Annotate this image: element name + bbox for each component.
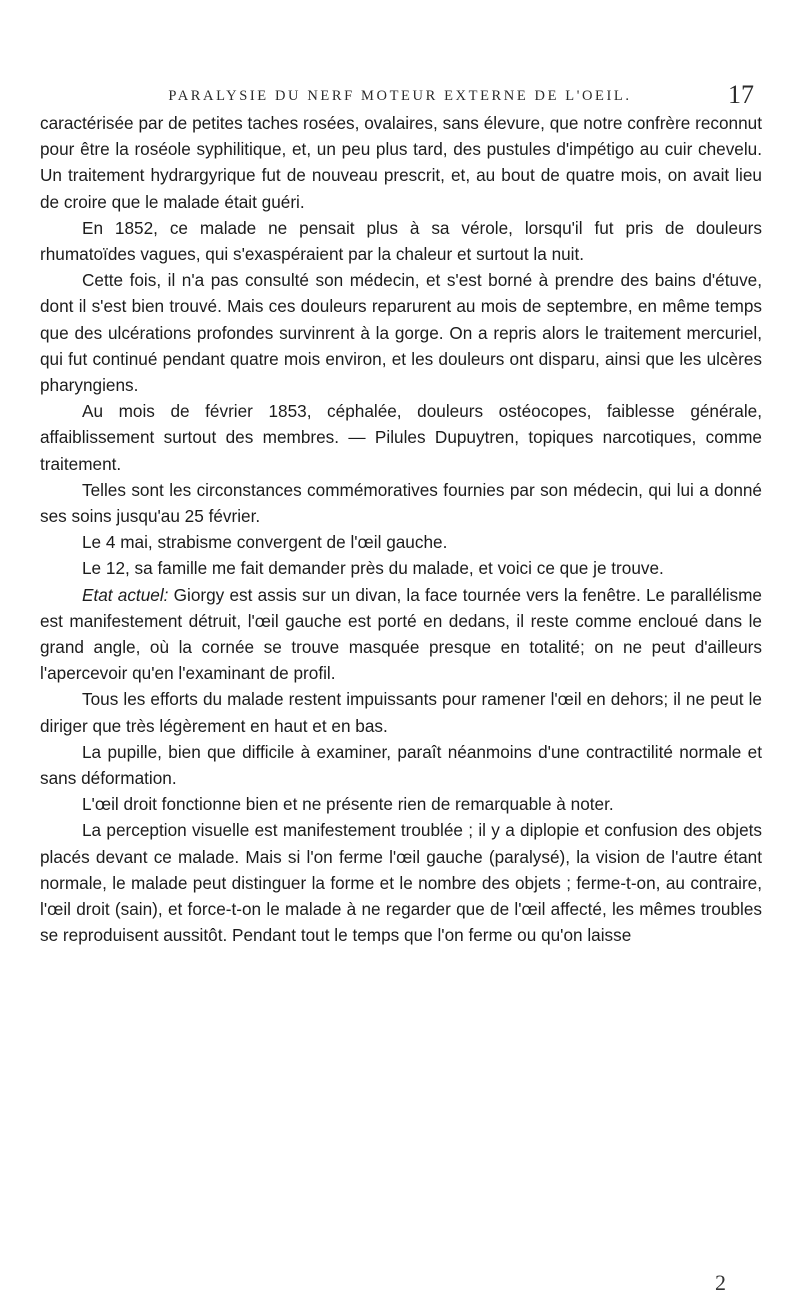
running-title: PARALYSIE DU NERF MOTEUR EXTERNE DE L'OEIL. (168, 88, 632, 104)
signature-mark: 2 (715, 1270, 726, 1295)
paragraph: La pupille, bien que difficile à examiner, paraît néanmoins d'une contractilité normale et sans déformation. (40, 741, 762, 789)
paragraph-continued: caractérisée par de petites taches rosées, ovalaires, sans élevure, que notre confrère reconnut pour être la roséole syphilitique, et, un peu plus tard, des pustules d'impétigo au cuir chevelu. Un traitement hydrargyrique fut de nouveau prescrit, et, au bout de quatre mois, on avait lieu de croire que le malade était guéri. (40, 113, 762, 212)
paragraph: Telles sont les circonstances commémoratives fournies par son médecin, qui lui a donné ses soins jusqu'au 25 février. (40, 479, 762, 527)
paragraph: En 1852, ce malade ne pensait plus à sa vérole, lorsqu'il fut pris de douleurs rhumatoïdes vagues, qui s'exaspéraient par la chaleur et surtout la nuit. (40, 217, 762, 265)
paragraph: La perception visuelle est manifestement troublée ; il y a diplopie et confusion des objets placés devant ce malade. Mais si l'on ferme l'œil gauche (paralysé), la vision de l'autre étant normale, le malade peut distinguer la forme et le nombre des objets ; ferme-t-on, au contraire, l'œil droit (sain), et force-t-on le malade à ne regarder que de l'œil affecté, les mêmes troubles se reproduisent aussitôt. Pendant tout le temps que l'on ferme ou qu'on laisse (40, 820, 762, 946)
etat-actuel-label: Etat actuel: (82, 584, 169, 605)
body-text (40, 110, 762, 949)
paragraph: Le 4 mai, strabisme convergent de l'œil gauche. (82, 532, 448, 553)
paragraph: Au mois de février 1853, céphalée, douleurs ostéocopes, faiblesse générale, affaiblissement surtout des membres. — Pilules Dupuytren, topiques narcotiques, comme traitement. (40, 401, 762, 474)
paragraph: Cette fois, il n'a pas consulté son médecin, et s'est borné à prendre des bains d'étuve, dont il s'est bien trouvé. Mais ces douleurs reparurent au mois de septembre, en même temps que des ulcérations profondes survinrent à la gorge. On a repris alors le traitement mercuriel, qui fut continué pendant quatre mois environ, et les douleurs ont disparu, ainsi que les ulcères pharyngiens. (40, 270, 762, 396)
paragraph: Le 12, sa famille me fait demander près du malade, et voici ce que je trouve. (82, 558, 664, 579)
etat-actuel-text: Giorgy est assis sur un divan, la face tournée vers la fenêtre. Le parallélisme est manifestement détruit, l'œil gauche est porté en dedans, il reste comme encloué dans le grand angle, où la cornée se trouve masquée presque en totalité; on ne peut d'ailleurs l'apercevoir qu'en l'examinant de profil. (40, 584, 762, 684)
paragraph: Tous les efforts du malade restent impuissants pour ramener l'œil en dehors; il ne peut le diriger que très légèrement en haut et en bas. (40, 689, 762, 736)
paragraph: L'œil droit fonctionne bien et ne présente rien de remarquable à noter. (82, 794, 614, 815)
paragraph-etat-actuel (40, 582, 762, 687)
page-number: 17 (728, 80, 754, 109)
